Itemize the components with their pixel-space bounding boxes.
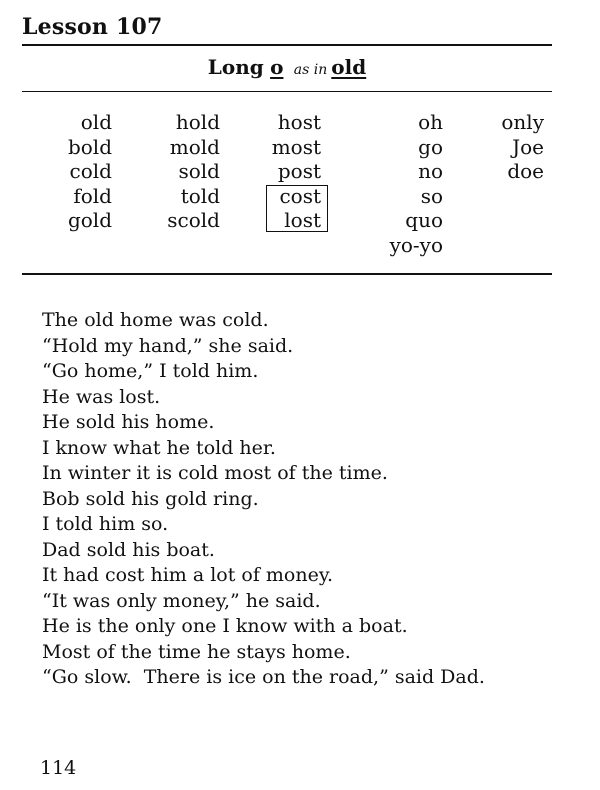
word: lost <box>284 208 321 232</box>
word: post <box>277 159 321 183</box>
sentence: The old home was cold. <box>42 309 269 331</box>
word: mold <box>169 134 220 159</box>
subtitle-as-in: as in <box>293 62 328 78</box>
sentence: “Go slow. There is ice on the road,” said Dad. <box>42 666 485 688</box>
word: cold <box>69 159 112 183</box>
word: most <box>271 134 321 159</box>
sentence: Bob sold his gold ring. <box>42 487 259 510</box>
word: cost <box>279 183 321 208</box>
sentence: “Go home,” I told him. <box>42 360 259 382</box>
sentence: In winter it is cold most of the time. <box>42 462 388 484</box>
sentence: “Hold my hand,” she said. <box>42 334 294 357</box>
word: gold <box>67 208 112 232</box>
word-column-2 <box>140 110 220 233</box>
word: oh <box>418 110 443 134</box>
word: sold <box>178 159 220 183</box>
word: bold <box>67 134 112 159</box>
word: Joe <box>512 134 544 159</box>
word-column-5 <box>484 110 544 184</box>
subtitle-letter: o <box>270 55 284 79</box>
word: host <box>277 110 321 134</box>
exception-words-box <box>266 185 328 232</box>
word: scold <box>167 208 220 232</box>
sentence: It had cost him a lot of money. <box>42 564 334 586</box>
subtitle-long: Long <box>207 55 264 79</box>
title-rule <box>22 44 552 46</box>
sentence: I know what he told her. <box>42 436 276 459</box>
sentence: I told him so. <box>42 513 169 535</box>
lesson-title: Lesson 107 <box>22 14 163 40</box>
sentence: Dad sold his boat. <box>42 538 215 561</box>
word: no <box>418 159 443 183</box>
word: quo <box>405 208 443 232</box>
word-column-4 <box>370 110 443 257</box>
word: told <box>180 183 220 208</box>
word: so <box>420 183 443 208</box>
word: go <box>418 134 443 159</box>
word: fold <box>73 183 112 208</box>
word-column-1 <box>40 110 112 233</box>
word: old <box>80 110 112 134</box>
word: yo-yo <box>389 232 443 257</box>
word: only <box>501 110 544 134</box>
word-list-rule <box>22 273 552 275</box>
sentence: He was lost. <box>42 385 161 408</box>
page-number: 114 <box>40 757 77 779</box>
sentence: He sold his home. <box>42 411 215 433</box>
subtitle-example: old <box>331 55 367 79</box>
word: doe <box>507 159 544 183</box>
lesson-subtitle <box>22 55 552 79</box>
subtitle-rule <box>22 91 552 92</box>
sentence: “It was only money,” he said. <box>42 589 321 612</box>
sentence: He is the only one I know with a boat. <box>42 615 408 637</box>
sentence: Most of the time he stays home. <box>42 640 351 663</box>
word: hold <box>175 110 220 134</box>
practice-sentences <box>42 308 485 691</box>
